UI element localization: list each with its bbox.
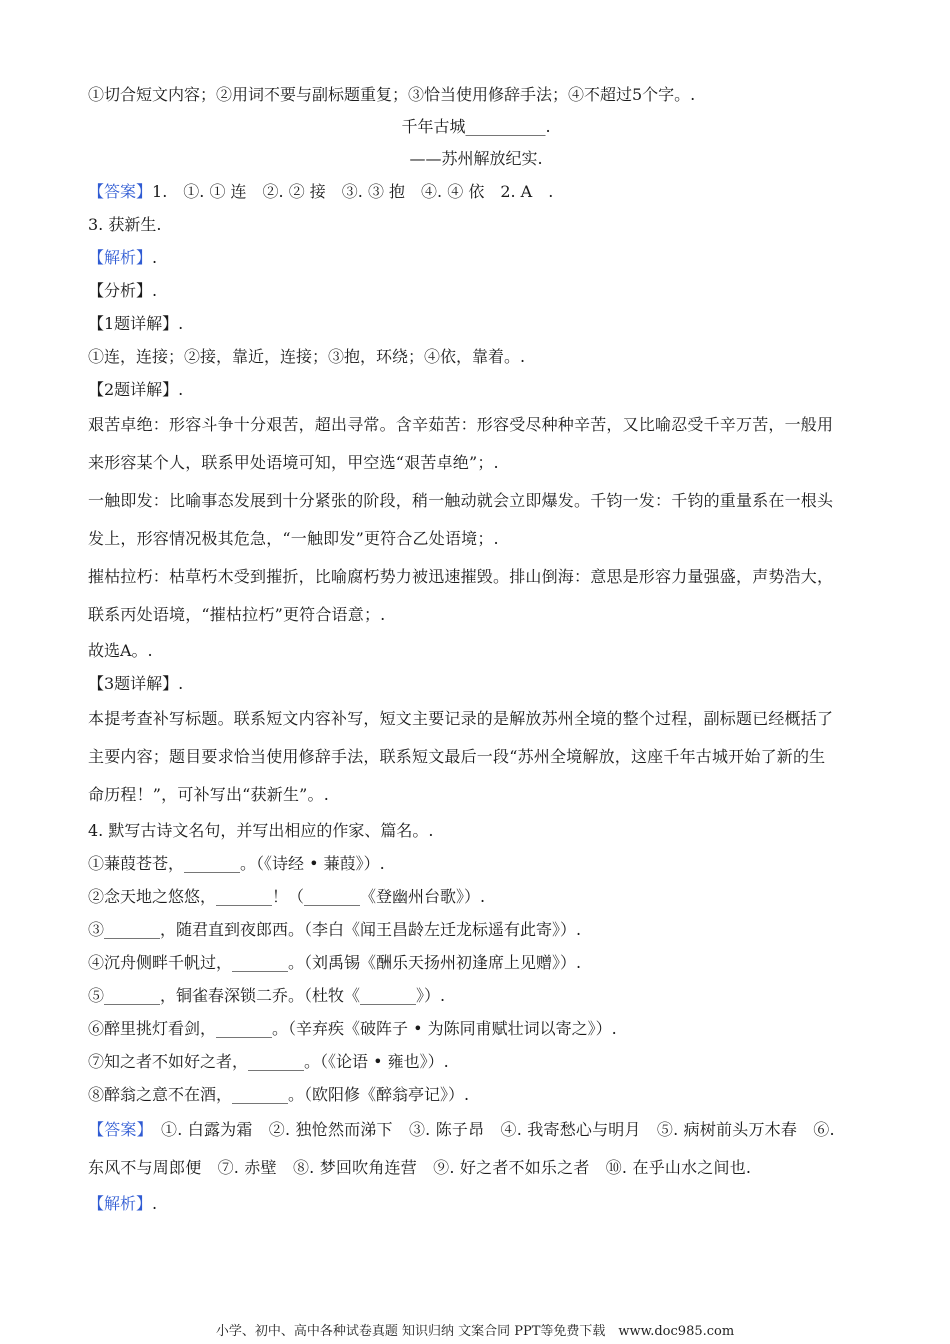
subtitle-line: ——苏州解放纪实.: [409, 149, 543, 168]
q3-line1: 本提考查补写标题。联系短文内容补写，短文主要记录的是解放苏州全境的整个过程，副标题已经概括了: [88, 709, 834, 728]
q4-item-5: ⑤_______，铜雀春深锁二乔。（杜牧《_______》）.: [88, 986, 446, 1005]
analysis-tag: 【解析】: [88, 1194, 153, 1213]
analysis-line-2: [88, 1187, 864, 1220]
answer-tag: 【答案】: [88, 182, 153, 201]
footer-watermark: 小学、初中、高中各种试卷真题 知识归纳 文案合同 PPT等免费下载 www.doc985.com: [215, 1324, 735, 1339]
analysis-tail: .: [152, 248, 158, 267]
q4-item-2: ②念天地之悠悠，_______！（_______《登幽州台歌》）.: [88, 887, 486, 906]
answer-text: 1. ①. ① 连 ②. ② 接 ③. ③ 抱 ④. ④ 依 2. A .: [152, 182, 554, 201]
q2-heading: 【2题详解】.: [88, 380, 184, 399]
q3-line2: 主要内容；题目要求恰当使用修辞手法，联系短文最后一段“苏州全境解放，这座千年古城开始了新的生: [88, 747, 826, 766]
analysis-line-1: [88, 241, 864, 274]
document-page: [88, 78, 864, 1220]
answer-line-2-cont: 东风不与周郎便 ⑦. 赤壁 ⑧. 梦回吹角连营 ⑨. 好之者不如乐之者 ⑩. 在乎山水之间也.: [88, 1158, 752, 1177]
q2-para3-line2: 联系丙处语境，“摧枯拉朽”更符合语意；.: [88, 605, 386, 624]
q4-item-6: ⑥醉里挑灯看剑，_______。（辛弃疾《破阵子 • 为陈同甫赋壮词以寄之》）.: [88, 1019, 617, 1038]
title-line: 千年古城__________.: [401, 117, 551, 136]
analysis-tag: 【解析】: [88, 248, 153, 267]
q1-heading: 【1题详解】.: [88, 314, 184, 333]
q4-title: 4. 默写古诗文名句，并写出相应的作家、篇名。.: [88, 821, 434, 840]
q2-para2-line2: 发上，形容情况极其危急，“一触即发”更符合乙处语境；.: [88, 529, 499, 548]
q4-item-3: ③_______，随君直到夜郎西。（李白《闻王昌龄左迁龙标遥有此寄》）.: [88, 920, 582, 939]
q2-para1-line1: 艰苦卓绝：形容斗争十分艰苦，超出寻常。含辛茹苦：形容受尽种种辛苦，又比喻忍受千辛万苦，一般用: [88, 415, 834, 434]
requirements-line: ①切合短文内容；②用词不要与副标题重复；③恰当使用修辞手法；④不超过5个字。.: [88, 85, 696, 104]
answer-line-1-cont: 3. 获新生.: [88, 215, 162, 234]
analysis-tail: .: [152, 1194, 158, 1213]
q2-para1-line2: 来形容某个人，联系甲处语境可知，甲空选“艰苦卓绝”；.: [88, 453, 499, 472]
q3-line3: 命历程！”，可补写出“获新生”。.: [88, 785, 330, 804]
fenxi-line: 【分析】.: [88, 281, 158, 300]
q3-heading: 【3题详解】.: [88, 674, 184, 693]
q4-item-4: ④沉舟侧畔千帆过，_______。（刘禹锡《酬乐天扬州初逢席上见赠》）.: [88, 953, 582, 972]
answer-line-1: [88, 175, 864, 208]
q4-item-7: ⑦知之者不如好之者，_______。（《论语 • 雍也》）.: [88, 1052, 449, 1071]
q4-item-8: ⑧醉翁之意不在酒，_______。（欧阳修《醉翁亭记》）.: [88, 1085, 470, 1104]
answer-text: ①. 白露为霜 ②. 独怆然而涕下 ③. 陈子昂 ④. 我寄愁心与明月 ⑤. 病树前头万木春 ⑥.: [144, 1120, 835, 1139]
q1-text: ①连，连接；②接，靠近，连接；③抱，环绕；④依，靠着。.: [88, 347, 526, 366]
answer-tag: 【答案】: [88, 1120, 145, 1139]
q2-para2-line1: 一触即发：比喻事态发展到十分紧张的阶段，稍一触动就会立即爆发。千钧一发：千钧的重量系在一根头: [88, 491, 834, 510]
q2-para3-line1: 摧枯拉朽：枯草朽木受到摧折，比喻腐朽势力被迅速摧毁。排山倒海：意思是形容力量强盛，声势浩大，: [88, 567, 834, 586]
answer-line-2: [88, 1111, 864, 1149]
q2-conclusion: 故选A。.: [88, 641, 153, 660]
q4-item-1: ①蒹葭苍苍，_______。（《诗经 • 蒹葭》）.: [88, 854, 385, 873]
